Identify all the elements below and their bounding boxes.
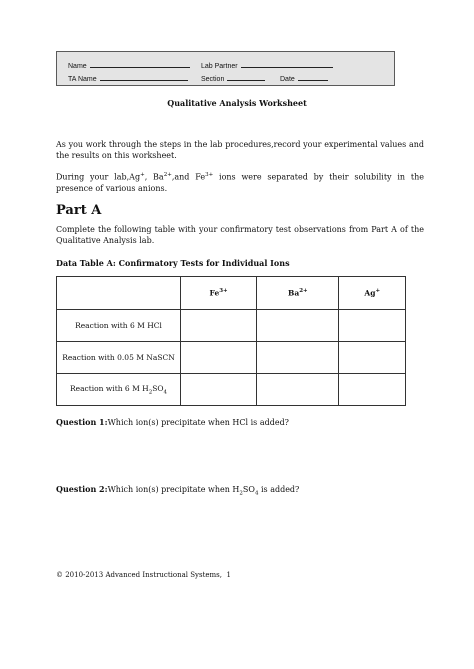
part-a-instructions: Complete the following table with your confirmatory test observations from Part A of the Qualitative Analysis lab. — [56, 225, 424, 245]
date-line[interactable] — [298, 73, 328, 81]
copyright-icon: © — [56, 571, 63, 579]
copyright-text: 2010-2013 Advanced Instructional Systems, — [63, 571, 223, 579]
intro-text-b: , Ba — [144, 172, 164, 182]
ba-charge: 2+ — [163, 172, 172, 178]
question-1 — [56, 417, 289, 427]
column-header-ba: $Ba^{2+}$ — [257, 277, 339, 310]
table-row — [57, 374, 406, 406]
lab-partner-field[interactable] — [201, 60, 333, 70]
table-header-row — [57, 277, 406, 310]
page-footer — [56, 571, 231, 579]
intro-text-c: ,and Fe — [171, 172, 206, 182]
ta-name-line[interactable] — [100, 73, 188, 81]
intro-paragraph-1: As you work through the steps in the lab procedures,record your experimental values and the results on this worksheet. — [56, 140, 424, 160]
question-2-text-b: SO — [242, 485, 255, 494]
fe-charge: 3+ — [205, 172, 214, 178]
intro-paragraph-2 — [56, 170, 424, 194]
name-label: Name — [68, 63, 87, 70]
confirmatory-tests-table — [56, 276, 406, 406]
section-label: Section — [201, 76, 225, 83]
answer-cell[interactable] — [181, 310, 257, 342]
lab-partner-label: Lab Partner — [201, 63, 238, 70]
date-label: Date — [280, 76, 295, 83]
student-info-box — [56, 51, 395, 86]
question-1-label: Question 1: — [56, 417, 108, 427]
question-1-text: Which ion(s) precipitate when HCl is added? — [107, 418, 289, 427]
answer-cell[interactable] — [181, 374, 257, 406]
column-header-fe: $Fe^{3+}$ — [181, 277, 257, 310]
answer-cell[interactable] — [257, 310, 339, 342]
column-header-ag: Ag+ — [339, 277, 406, 310]
part-a-heading: Part A — [56, 203, 102, 218]
row-label-hcl: Reaction with 6 M HCl — [57, 310, 181, 342]
ta-name-label: TA Name — [68, 76, 97, 83]
question-2 — [56, 484, 299, 497]
intro-text-d: ions were separated by their solubility in the presence of various anions. — [56, 172, 425, 193]
row-label-nascn: Reaction with 0.05 M NaSCN — [57, 342, 181, 374]
intro-text-a: During your lab,Ag — [56, 172, 141, 182]
answer-cell[interactable] — [339, 374, 406, 406]
corner-cell — [57, 277, 181, 310]
data-table-title: Data Table A: Confirmatory Tests for Individual Ions — [56, 258, 290, 268]
section-field[interactable] — [201, 73, 265, 83]
table-row — [57, 342, 406, 374]
worksheet-title: Qualitative Analysis Worksheet — [167, 98, 307, 108]
section-line[interactable] — [227, 73, 265, 81]
name-line[interactable] — [90, 60, 190, 68]
lab-partner-line[interactable] — [241, 60, 333, 68]
name-field[interactable] — [68, 60, 190, 70]
page-number: 1 — [226, 571, 231, 579]
answer-cell[interactable] — [339, 342, 406, 374]
answer-cell[interactable] — [181, 342, 257, 374]
answer-cell[interactable] — [257, 374, 339, 406]
ag-charge: + — [140, 172, 145, 178]
subscript-4: 4 — [254, 490, 259, 497]
ta-name-field[interactable] — [68, 73, 188, 83]
answer-cell[interactable] — [257, 342, 339, 374]
question-2-text-c: is added? — [258, 485, 300, 494]
answer-cell[interactable] — [339, 310, 406, 342]
subscript-2: 2 — [239, 490, 243, 497]
table-row — [57, 310, 406, 342]
question-2-label: Question 2: — [56, 484, 108, 494]
date-field[interactable] — [280, 73, 328, 83]
row-label-h2so4: Reaction with 6 M $H_2SO_4$ — [57, 374, 181, 406]
question-2-text-a: Which ion(s) precipitate when H — [107, 485, 240, 494]
